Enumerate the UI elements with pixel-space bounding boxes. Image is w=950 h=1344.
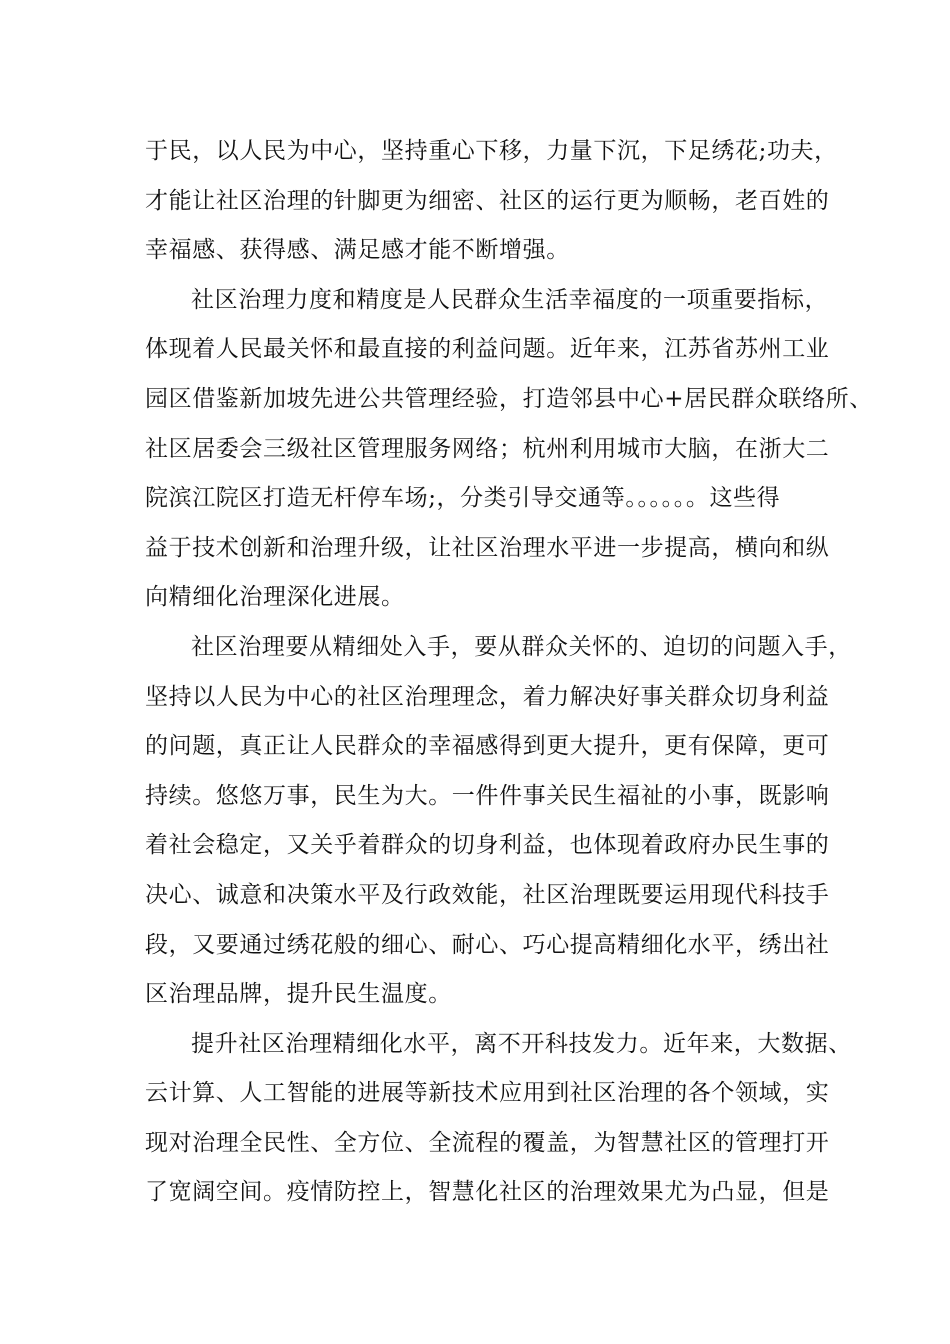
document-body: [145, 127, 873, 1218]
text-line: 区治理品牌，提升民生温度。: [145, 981, 452, 1008]
text-line: 社区居委会三级社区管理服务网络；杭州利用城市大脑，在浙大二: [145, 435, 830, 462]
paragraph-first-line: 社区治理要从精细处入手，要从群众关怀的、迫切的问题入手，: [191, 633, 852, 660]
text-line: 园区借鉴新加坡先进公共管理经验，打造邻县中心+居民群众联络所、: [145, 385, 873, 412]
paragraph-first-line: 提升社区治理精细化水平，离不开科技发力。近年来，大数据、: [191, 1030, 852, 1057]
text-line: 着社会稳定，又关乎着群众的切身利益，也体现着政府办民生事的: [145, 832, 830, 859]
text-line: 现对治理全民性、全方位、全流程的覆盖，为智慧社区的管理打开: [145, 1129, 830, 1156]
text-line: 段，又要通过绣花般的细心、耐心、巧心提高精细化水平，绣出社: [145, 931, 830, 958]
text-line: 于民，以人民为中心，坚持重心下移，力量下沉，下足绣花;功夫，: [145, 138, 838, 164]
paragraph-first-line: 社区治理力度和精度是人民群众生活幸福度的一项重要指标，: [191, 286, 829, 313]
text-line: 向精细化治理深化进展。: [145, 584, 405, 611]
text-line: 的问题，真正让人民群众的幸福感得到更大提升，更有保障，更可: [145, 733, 830, 760]
text-line: 决心、诚意和决策水平及行政效能，社区治理既要运用现代科技手: [145, 881, 830, 908]
text-line: 了宽阔空间。疫情防控上，智慧化社区的治理效果尤为凸显，但是: [145, 1179, 830, 1206]
text-line: 云计算、人工智能的进展等新技术应用到社区治理的各个领域，实: [145, 1080, 830, 1107]
text-line: 持续。悠悠万事，民生为大。一件件事关民生福祉的小事，既影响: [145, 782, 830, 809]
text-line: 体现着人民最关怀和最直接的利益问题。近年来，江苏省苏州工业: [145, 336, 830, 363]
text-line: 院滨江院区打造无杆停车场;，分类引导交通等。。。。。。这些得: [145, 485, 781, 512]
text-line: 益于技术创新和治理升级，让社区治理水平进一步提高，横向和纵: [145, 534, 830, 561]
text-line: 幸福感、获得感、满足感才能不断增强。: [145, 237, 570, 264]
text-line: 坚持以人民为中心的社区治理理念，着力解决好事关群众切身利益: [145, 683, 830, 710]
text-line: 才能让社区治理的针脚更为细密、社区的运行更为顺畅，老百姓的: [145, 187, 830, 214]
